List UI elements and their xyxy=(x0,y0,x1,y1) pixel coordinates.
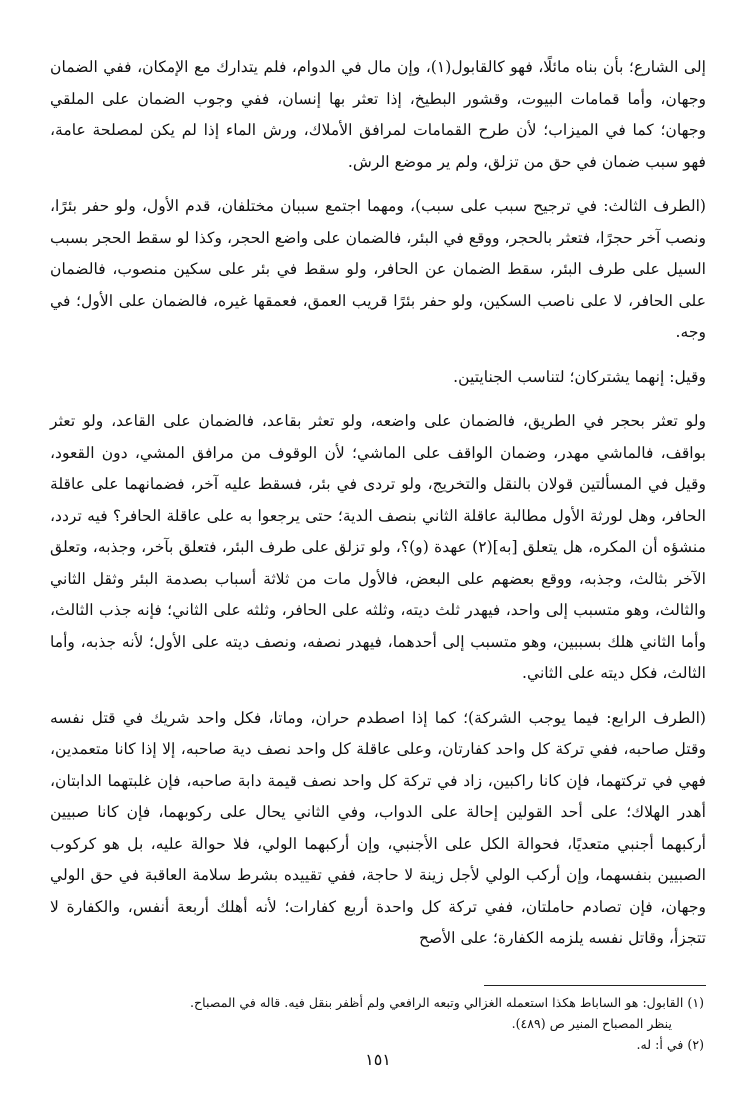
footnote-2: (٢) في أ: له. xyxy=(636,1036,704,1052)
paragraph: (الطرف الثالث: في ترجيح سبب على سبب)، ومهما اجتمع سببان مختلفان، قدم الأول، ولو حفر بئرًا، ونصب آخر حجرًا، فتعثر بالحجر، ووقع في البئر، فالضمان على واضع الحجر، وكذا لو سقط الحجر بسبب السيل على طرف البئر، سقط الضمان عن الحافر، ولو سقط في بئر على سكين منصوب، فالضمان على الحافر، لا على ناصب السكين، ولو حفر بئرًا قريب العمق، فعمقها غيره، فالضمان على الأول؛ في وجه. xyxy=(50,197,707,341)
footnote-1: (١) القابول: هو الساباط هكذا استعمله الغزالي وتبعه الرافعي ولم أظفر بنقل فيه. قاله في المصباح. xyxy=(190,994,704,1010)
footnote-divider xyxy=(484,985,706,986)
footnote-1-reference: ينظر المصباح المنير ص (٤٨٩). xyxy=(511,1015,672,1031)
main-text xyxy=(50,52,706,955)
paragraph: (الطرف الرابع: فيما يوجب الشركة)؛ كما إذا اصطدم حران، وماتا، فكل واحد شريك في قتل نفسه وقتل صاحبه، ففي تركة كل واحد كفارتان، وعلى عاقلة كل واحد نصف دية صاحبه، إلا إذا كانا متعمدين، فهي في تركتهما، فإن كانا راكبين، زاد في تركة كل واحد نصف قيمة دابة صاحبه، فإن غلبتهما الدابتان، أهدر الهلاك؛ على أحد القولين إحالة على الدواب، وفي الثاني يحال على ركوبهما، فإن كانا صبيين أركبهما أجنبي متعديًا، فحوالة الكل على الأجنبي، وإن أركبهما الولي، فلا حوالة عليه، بل هو كركوب الصبيين بنفسهما، وإن أركب الولي لأجل زينة لا حاجة، ففي تقييده بشرط سلامة العاقبة في حق الولي وجهان، فإن تصادم حاملتان، ففي تركة كل واحدة أربع كفارات؛ لأنه أهلك أربعة أنفس، والكفارة لا تتجزأ، وقاتل نفسه يلزمه الكفارة؛ على الأصح xyxy=(50,708,706,947)
paragraph: ولو تعثر بحجر في الطريق، فالضمان على واضعه، ولو تعثر بقاعد، فالضمان على القاعد، ولو تعثر بواقف، فالماشي مهدر، وضمان الواقف على الماشي؛ لأن الوقوف من مرافق المشي، دون القعود، وقيل في المسألتين قولان بالنقل والتخريج، ولو تردى في بئر، فسقط عليه آخر، فضمانهما على عاقلة الحافر، وهل لورثة الأول مطالبة عاقلة الثاني بنصف الدية؛ حتى يرجعوا به على عاقلة الحافر؟ فيه تردد، منشؤه أن المكره، هل يتعلق [به](٢) عهدة (و)؟، ولو تزلق على طرف البئر، فتعلق بآخر، وجذبه، وتعلق الآخر بثالث، وجذبه، ووقع بعضهم على البعض، فالأول مات من ثلاثة أسباب بصدمة البئر وثقل الثاني والثالث، وهو متسبب إلى واحد، فيهدر ثلث ديته، وثلثه على الحافر، وثلثه على الثاني؛ فإنه جذب الثالث، وأما الثاني هلك بسببين، وهو متسبب إلى أحدهما، فيهدر نصفه، ونصف ديته على الأول؛ لأنه جذبه، وأما الثالث، فكل ديته على الثاني. xyxy=(50,412,706,682)
paragraph: إلى الشارع؛ بأن بناه مائلًا، فهو كالقابول(١)، وإن مال في الدوام، فلم يتدارك مع الإمكان، ففي الضمان وجهان، وأما قمامات البيوت، وقشور البطيخ، إذا تعثر بها إنسان، ففي وجوب الضمان على الملقي وجهان؛ كما في الميزاب؛ لأن طرح القمامات لمرافق الأملاك، ورش الماء إذا لم يكن لمصلحة عامة، فهو سبب ضمان في حق من تزلق، ولم ير موضع الرش. xyxy=(50,58,706,171)
footnotes xyxy=(50,992,706,1055)
page-number: ١٥١ xyxy=(365,1050,391,1069)
paragraph: وقيل: إنهما يشتركان؛ لتناسب الجنايتين. xyxy=(453,367,706,386)
